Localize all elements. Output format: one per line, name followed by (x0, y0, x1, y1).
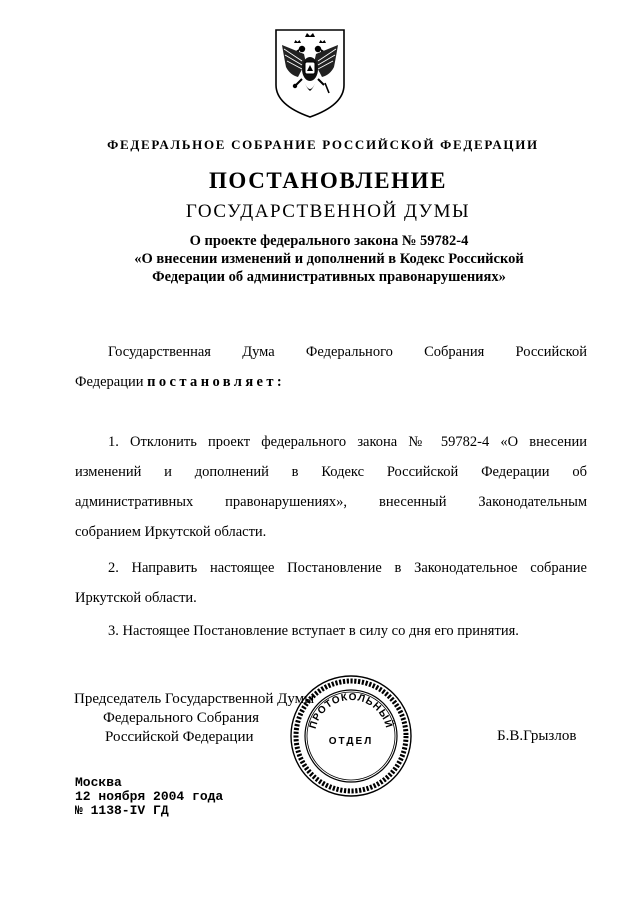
intro-prefix: Федерации (75, 374, 148, 390)
paragraph-line: 1. Отклонить проект федерального закона № 59782-4 «О внесении (108, 434, 587, 450)
document-title: ПОСТАНОВЛЕНИЕ (208, 168, 448, 193)
subject-line: Федерации об административных правонарушениях» (152, 269, 506, 285)
signatory-name: Б.В.Грызлов (497, 728, 577, 744)
document-subject (0, 232, 640, 286)
paragraph-line: Иркутской области. (75, 590, 197, 606)
intro-line (75, 367, 587, 397)
footer-date: 12 ноября 2004 года (75, 789, 224, 804)
seal-arc-text: ПРОТОКОЛЬНЫЙ (307, 691, 395, 731)
signatory-position (74, 690, 314, 747)
official-seal-icon (285, 672, 417, 800)
seal-center-text: ОТДЕЛ (328, 736, 374, 747)
subject-line: «О внесении изменений и дополнений в Кодекс Российской (134, 251, 524, 267)
position-line: Федерального Собрания (103, 710, 260, 726)
paragraph-line: 2. Направить настоящее Постановление в Законодательное собрание (108, 560, 587, 576)
position-line: Российской Федерации (105, 729, 254, 745)
position-line: Председатель Государственной Думы (74, 691, 315, 707)
assembly-name: ФЕДЕРАЛЬНОЕ СОБРАНИЕ РОССИЙСКОЙ ФЕДЕРАЦИИ (107, 137, 539, 152)
paragraph-line: изменений и дополнений в Кодекс Российской Федерации об (75, 464, 587, 480)
paragraph-line: административных правонарушениях», внесенный Законодательным (75, 494, 587, 510)
paragraph-line: собранием Иркутской области. (75, 524, 267, 540)
intro-paragraph (75, 337, 587, 397)
paragraph-3 (75, 616, 587, 646)
subject-line: О проекте федерального закона № 59782-4 (189, 233, 469, 249)
document-subtitle: ГОСУДАРСТВЕННОЙ ДУМЫ (185, 201, 471, 222)
paragraph-line: 3. Настоящее Постановление вступает в силу со дня его принятия. (108, 623, 519, 639)
paragraph-2 (75, 553, 587, 613)
footer-city: Москва (75, 775, 122, 790)
document-footer (75, 776, 223, 818)
footer-number: № 1138-IV ГД (75, 803, 169, 818)
svg-text:ПРОТОКОЛЬНЫЙ (308, 692, 396, 730)
resolves-keyword: постановляет: (147, 374, 286, 390)
paragraph-1 (75, 427, 587, 547)
coat-of-arms-icon (272, 27, 348, 119)
intro-line: Государственная Дума Федерального Собрания Российской (108, 344, 587, 360)
